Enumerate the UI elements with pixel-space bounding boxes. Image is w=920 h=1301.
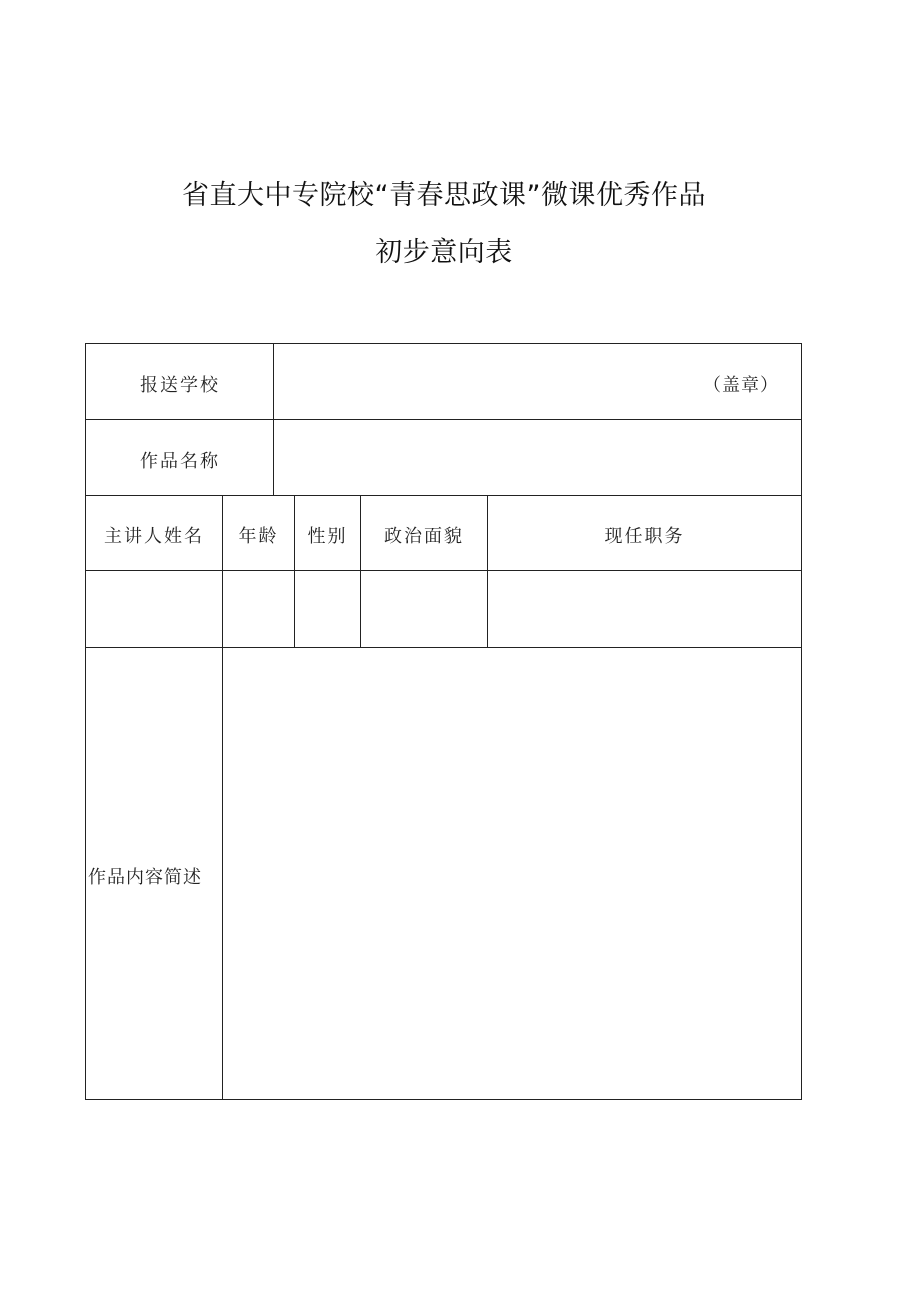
current-position-input-cell[interactable] [488, 571, 801, 647]
work-name-label: 作品名称 [140, 451, 220, 472]
stamp-note: （盖章） [703, 375, 779, 396]
page-title-line-2: 初步意向表 [375, 237, 513, 268]
age-header: 年龄 [238, 526, 279, 547]
gender-header: 性别 [307, 526, 348, 547]
speaker-name-input-cell[interactable] [86, 571, 222, 647]
content-summary-label: 作品内容简述 [88, 867, 202, 888]
political-status-header: 政治面貌 [384, 526, 464, 547]
work-name-input-cell[interactable] [274, 420, 801, 495]
political-status-input-cell[interactable] [361, 571, 487, 647]
age-input-cell[interactable] [223, 571, 294, 647]
content-summary-input-cell[interactable] [223, 648, 801, 1099]
row-divider [85, 495, 802, 496]
current-position-header: 现任职务 [604, 526, 685, 547]
speaker-name-header: 主讲人姓名 [104, 526, 204, 547]
school-label: 报送学校 [140, 375, 220, 396]
page-title-line-1: 省直大中专院校“青春思政课”微课优秀作品 [182, 180, 706, 211]
gender-input-cell[interactable] [295, 571, 360, 647]
